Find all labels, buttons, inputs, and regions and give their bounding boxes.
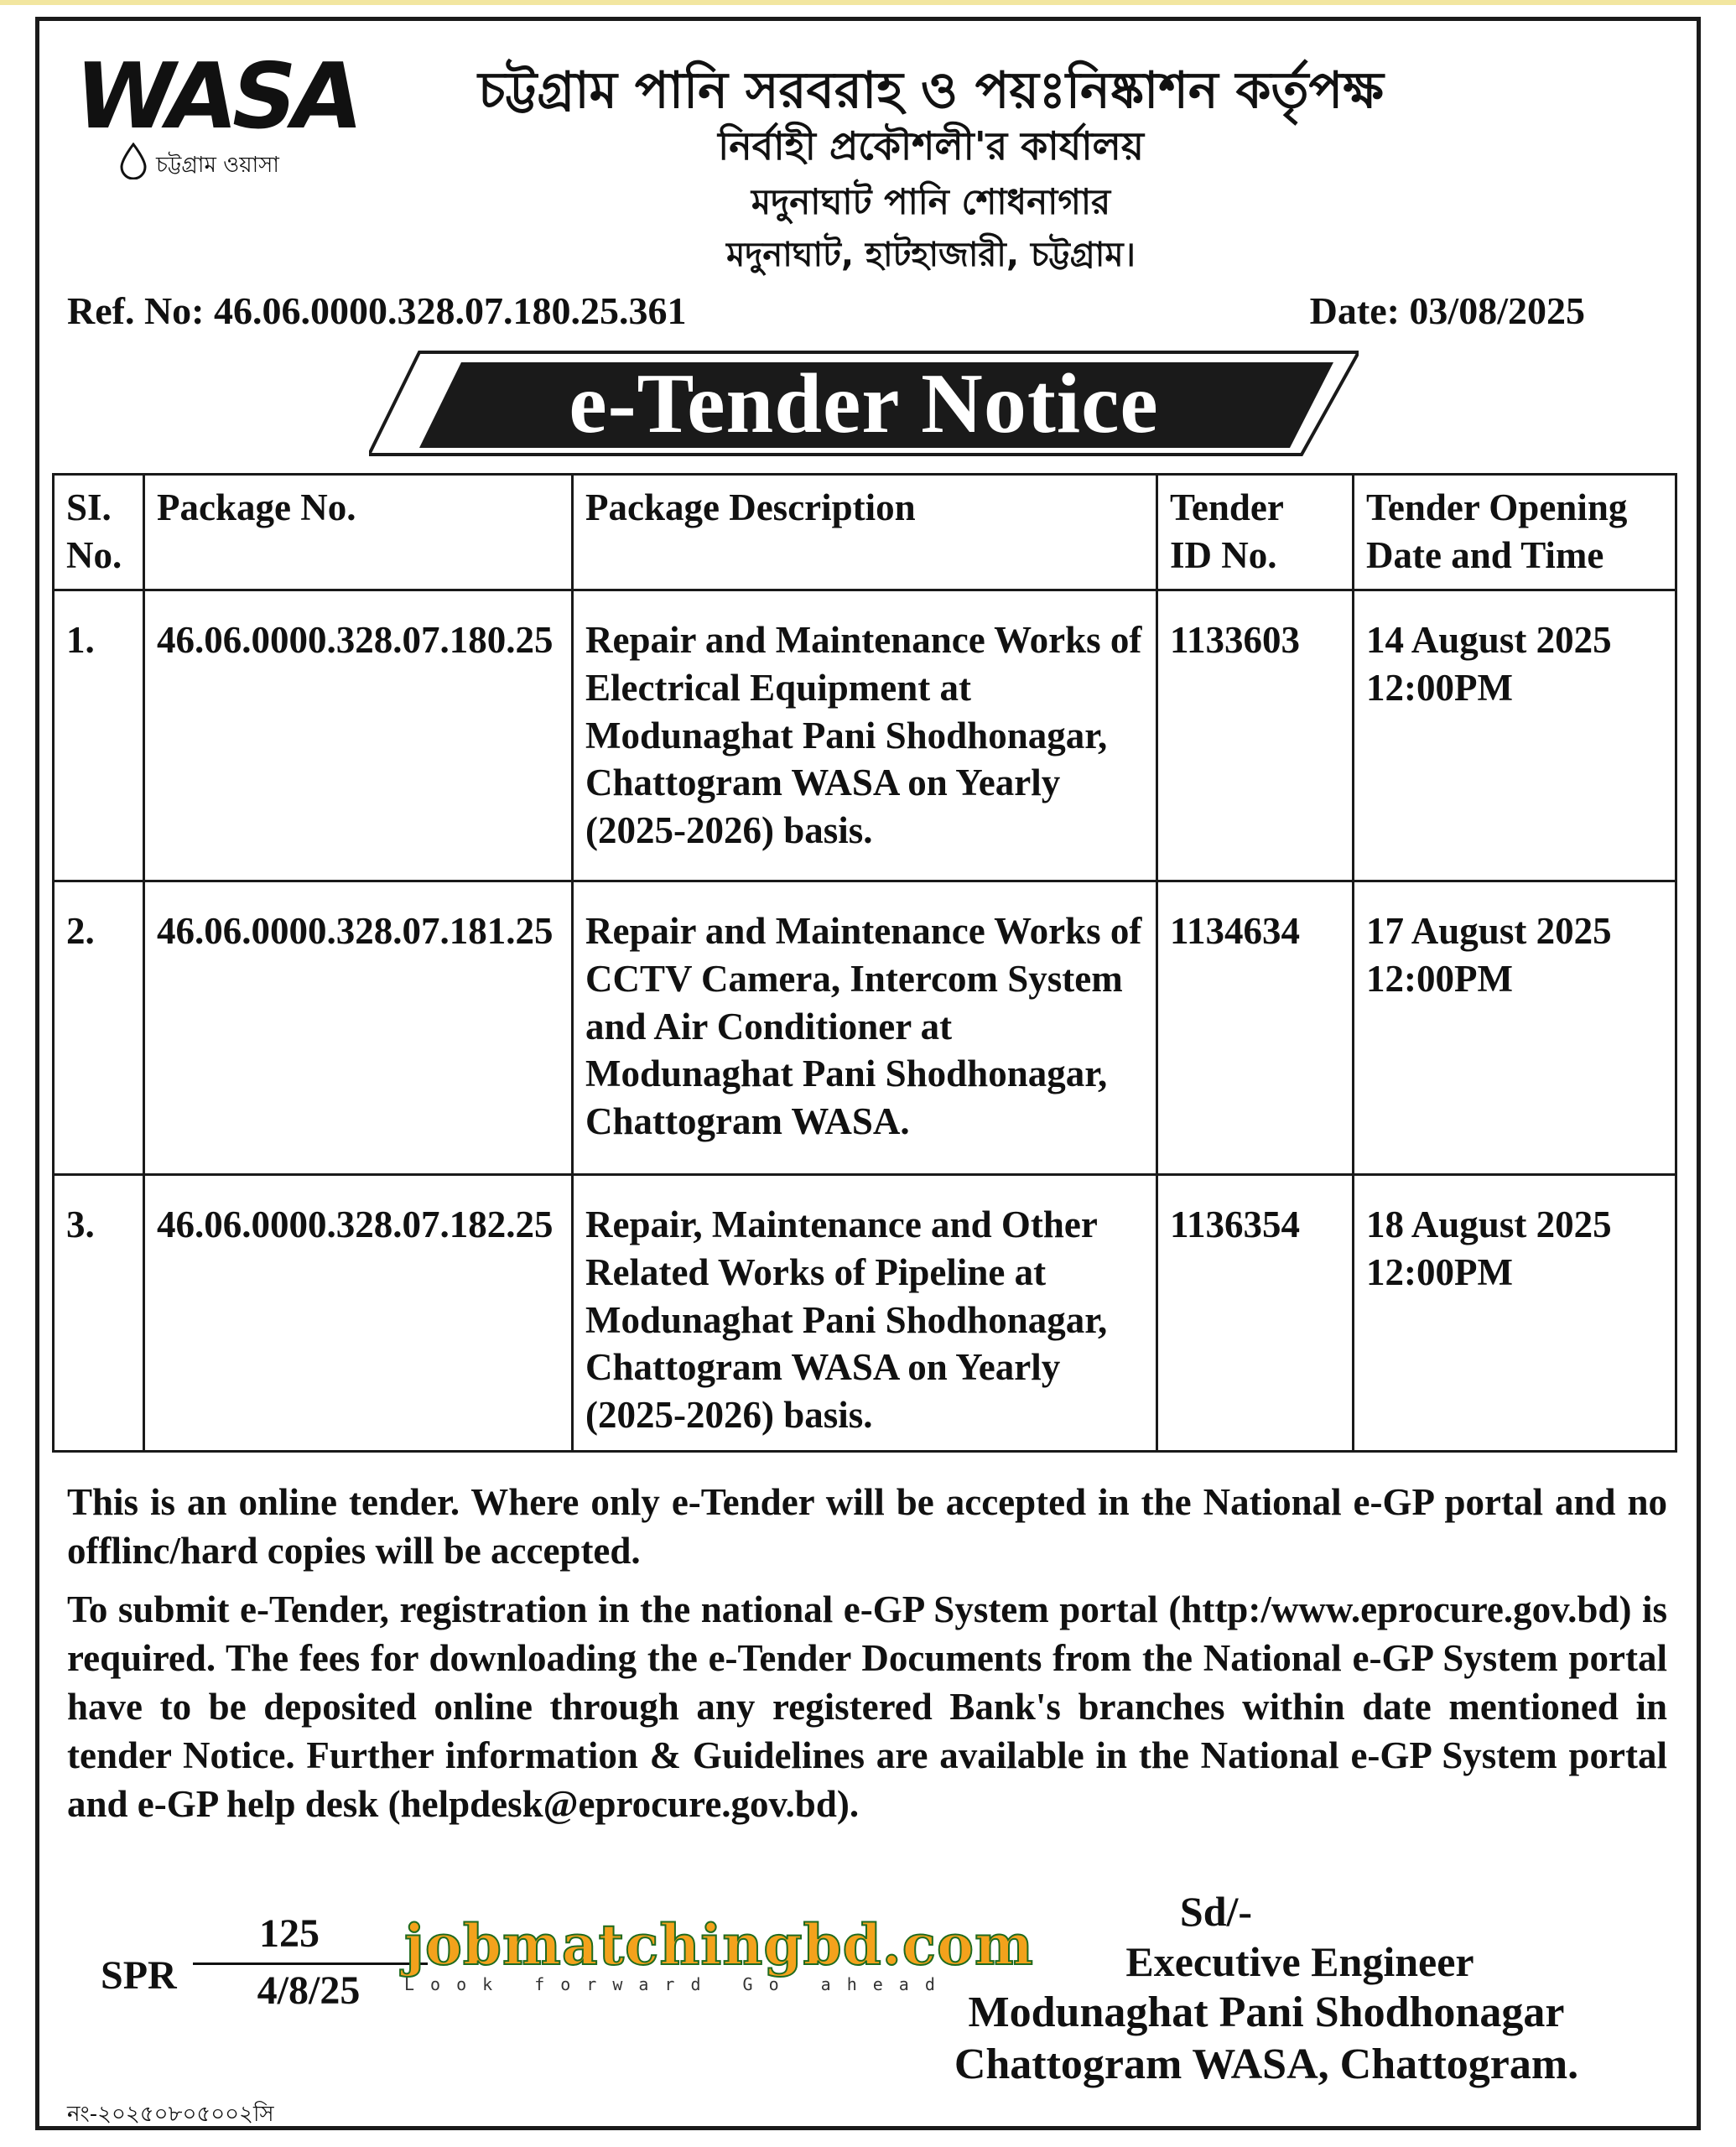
reference-number: Ref. No: 46.06.0000.328.07.180.25.361 (67, 289, 687, 332)
banner-title: e-Tender Notice (569, 356, 1159, 451)
header-package: Package No. (144, 475, 573, 590)
org-plant: মদুনাঘাট পানি শোধনাগার (751, 181, 1111, 222)
row-description: Repair and Maintenance Works of CCTV Camera, Intercom System and Air Conditioner at Modunaghat Pani Shodhonagar, Chattogram WASA. (573, 881, 1157, 1175)
wasa-logo (66, 44, 366, 178)
publication-number: নং-২০২৫০৮০৫০০২সি (67, 2102, 274, 2127)
header-tender-id (1157, 475, 1354, 590)
watermark-text: jobmatchingbd.com (404, 1912, 1034, 1978)
row-serial: 3. (54, 1175, 144, 1452)
row-opening (1354, 590, 1676, 881)
header-serial-line2: No. (66, 533, 122, 576)
row-opening-time: 12:00PM (1366, 667, 1513, 710)
row-opening (1354, 1175, 1676, 1452)
table-row (54, 1175, 1676, 1452)
row-package: 46.06.0000.328.07.180.25 (144, 590, 573, 881)
tender-table (52, 473, 1677, 1453)
signature-title: Executive Engineer (1125, 1938, 1474, 1985)
signature-organization: Chattogram WASA, Chattogram. (954, 2040, 1579, 2088)
header-opening-line1: Tender Opening (1366, 486, 1628, 528)
watermark-tagline: Look forward Go ahead (404, 1974, 951, 1994)
row-opening-time: 12:00PM (1366, 958, 1513, 1001)
spr-number: 125 (259, 1911, 320, 1956)
signature-office: Modunaghat Pani Shodhonagar (968, 1988, 1565, 2036)
row-serial: 1. (54, 590, 144, 881)
row-opening-date: 17 August 2025 (1366, 910, 1612, 953)
watermark (404, 1912, 1034, 1994)
water-drop-icon (119, 143, 148, 179)
table-row (54, 881, 1676, 1175)
row-package: 46.06.0000.328.07.182.25 (144, 1175, 573, 1452)
signature-sd: Sd/- (1179, 1888, 1253, 1935)
header-tender-id-line1: Tender (1170, 486, 1284, 528)
logo-subtitle: চট্টগ্রাম ওয়াসা (156, 153, 279, 178)
row-opening-date: 14 August 2025 (1366, 619, 1612, 662)
logo-wordmark: WASA (66, 44, 366, 149)
row-tender-id: 1134634 (1157, 881, 1354, 1175)
registration-paragraph: To submit e-Tender, registration in the national e-GP System portal (http:/www.eprocure.gov.bd) is required. The fees for downloading the e-Tender Documents from the National e-GP System portal have to be deposited online through any registered Bank's branches within date mentioned in tender Notice. Further information & Guidelines are available in the National e-GP System portal and e-GP help desk (helpdesk@eprocure.gov.bd). (67, 1588, 1667, 1825)
header-serial-line1: SI. (66, 486, 112, 528)
table-header-row (54, 475, 1676, 590)
row-package: 46.06.0000.328.07.181.25 (144, 881, 573, 1175)
org-office: নির্বাহী প্রকৌশলী'র কার্যালয় (718, 123, 1144, 169)
row-opening-time: 12:00PM (1366, 1251, 1513, 1294)
notice-date: Date: 03/08/2025 (1309, 289, 1585, 332)
spr-label: SPR (101, 1953, 177, 1998)
table-row (54, 590, 1676, 881)
online-tender-paragraph: This is an online tender. Where only e-Tender will be accepted in the National e-GP portal and no offlinc/hard copies will be accepted. (67, 1481, 1667, 1572)
header-opening (1354, 475, 1676, 590)
header-tender-id-line2: ID No. (1170, 533, 1277, 576)
row-tender-id: 1133603 (1157, 590, 1354, 881)
row-opening-date: 18 August 2025 (1366, 1203, 1612, 1246)
top-accent-line (0, 0, 1736, 5)
header-opening-line2: Date and Time (1366, 533, 1604, 576)
spr-date: 4/8/25 (257, 1968, 361, 2013)
spr-fraction-line (193, 1962, 428, 1965)
header-serial (54, 475, 144, 590)
org-address: মদুনাঘাট, হাটহাজারী, চট্টগ্রাম। (726, 236, 1136, 274)
row-opening (1354, 881, 1676, 1175)
row-tender-id: 1136354 (1157, 1175, 1354, 1452)
row-serial: 2. (54, 881, 144, 1175)
title-banner (369, 349, 1359, 458)
org-name: চট্টগ্রাম পানি সরবরাহ ও পয়ঃনিষ্কাশন কর্তৃপক্ষ (478, 61, 1384, 120)
row-description: Repair, Maintenance and Other Related Works of Pipeline at Modunaghat Pani Shodhonagar, Chattogram WASA on Yearly (2025-2026) basis. (573, 1175, 1157, 1452)
header-description: Package Description (573, 475, 1157, 590)
row-description: Repair and Maintenance Works of Electrical Equipment at Modunaghat Pani Shodhonagar, Chattogram WASA on Yearly (2025-2026) basis. (573, 590, 1157, 881)
